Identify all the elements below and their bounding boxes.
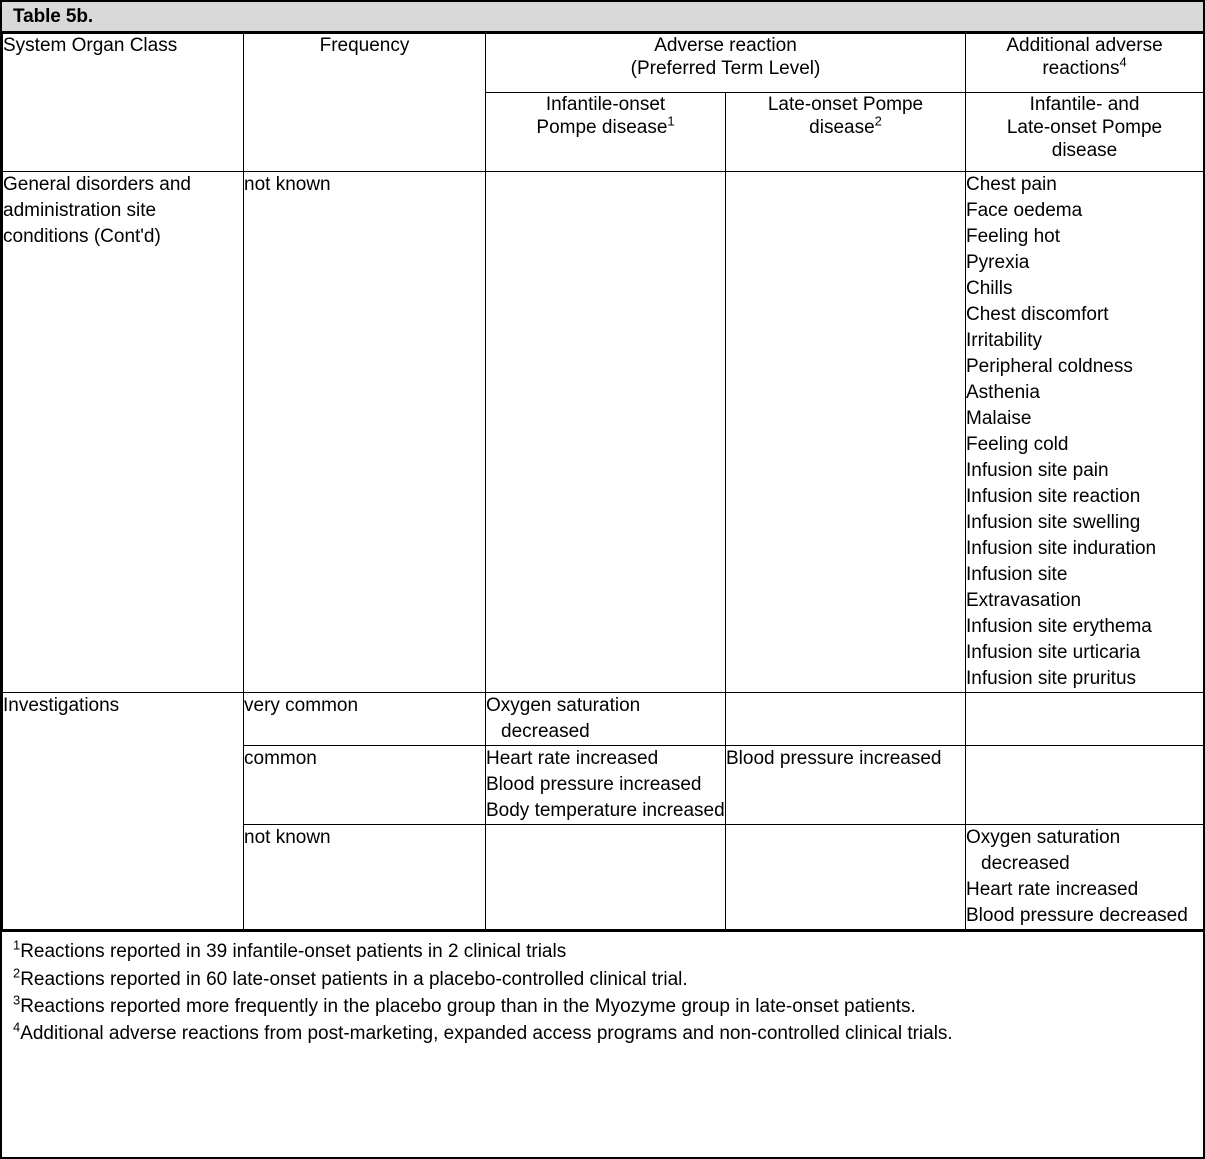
reaction-term: Heart rate increased [486, 748, 659, 770]
header-additional-line1: Additional adverse [1006, 35, 1163, 56]
reaction-term-list [486, 693, 725, 745]
footnote-text: Additional adverse reactions from post-marketing, expanded access programs and non-controlled clinical trials. [20, 1023, 953, 1045]
reaction-term-list [966, 172, 1203, 692]
table-title-bar [2, 2, 1203, 33]
header-both-onset-line3: disease [1051, 140, 1118, 162]
cell-late-onset [726, 825, 966, 930]
header-additional-adverse-reactions [966, 34, 1204, 93]
footnote-marker: 4 [13, 1019, 21, 1035]
cell-frequency: very common [244, 693, 486, 746]
reaction-term: Chest discomfort [966, 304, 1109, 326]
table-title-label: Table 5b. [13, 5, 94, 27]
footnote-marker: 1 [13, 938, 21, 954]
adverse-reactions-table [2, 33, 1204, 930]
reaction-term: Infusion site erythema [966, 616, 1152, 638]
footnote-marker: 3 [13, 992, 21, 1008]
header-late-onset [726, 93, 966, 172]
reaction-term: Peripheral coldness [966, 356, 1133, 378]
footnote-item [13, 966, 1193, 993]
cell-infantile-onset [486, 693, 726, 746]
reaction-term: Asthenia [966, 382, 1040, 404]
header-adverse-reaction-group [486, 34, 966, 93]
reaction-term: Infusion site swelling [966, 512, 1141, 534]
reaction-term: Chills [966, 278, 1013, 300]
header-adverse-reaction-line2: (Preferred Term Level) [630, 58, 821, 80]
reaction-term: Malaise [966, 408, 1032, 430]
footnote-item [13, 1020, 1193, 1047]
reaction-term: Irritability [966, 330, 1043, 352]
cell-system-organ-class: Investigations [3, 693, 244, 930]
cell-frequency: not known [244, 825, 486, 930]
cell-infantile-onset [486, 825, 726, 930]
cell-frequency: not known [244, 172, 486, 693]
cell-late-onset [726, 172, 966, 693]
header-infantile-onset [486, 93, 726, 172]
cell-late-onset [726, 746, 966, 825]
table-header [3, 34, 1204, 172]
footnote-item [13, 993, 1193, 1020]
table-footnotes [2, 930, 1203, 1053]
reaction-term: Infusion site induration [966, 538, 1157, 560]
footnote-text: Reactions reported in 60 late-onset patients in a placebo-controlled clinical trial. [20, 968, 688, 990]
footnote-text: Reactions reported in 39 infantile-onset patients in 2 clinical trials [20, 941, 567, 963]
cell-additional-reactions [966, 825, 1204, 930]
header-row-group [3, 34, 1204, 93]
reaction-term: Blood pressure increased [726, 748, 942, 770]
header-frequency: Frequency [244, 34, 486, 172]
reaction-term: Extravasation [966, 590, 1082, 612]
cell-frequency: common [244, 746, 486, 825]
reaction-term: Infusion site pruritus [966, 668, 1137, 690]
cell-additional-reactions [966, 172, 1204, 693]
footnote-marker-1: 1 [667, 113, 675, 129]
footnote-item [13, 938, 1193, 965]
footnote-text: Reactions reported more frequently in the placebo group than in the Myozyme group in late-onset patients. [20, 995, 916, 1017]
reaction-term: Pyrexia [966, 252, 1030, 274]
reaction-term-list [966, 825, 1203, 929]
reaction-term-list [486, 746, 725, 824]
reaction-term: Infusion site pain [966, 460, 1109, 482]
table-body [3, 172, 1204, 930]
reaction-term: Infusion site urticaria [966, 642, 1141, 664]
header-late-onset-line2: disease$^2$ [809, 113, 882, 139]
reaction-term: Oxygen saturation decreased [966, 827, 1121, 875]
reaction-term: Infusion site [966, 564, 1068, 586]
footnote-marker-2: 2 [874, 113, 882, 129]
header-infantile-line1: Infantile-onset [545, 94, 666, 115]
reaction-term: Chest pain [966, 174, 1057, 195]
cell-system-organ-class: General disorders and administration site conditions (Cont'd) [3, 172, 244, 693]
header-both-onset [966, 93, 1204, 172]
reaction-term: Infusion site reaction [966, 486, 1141, 508]
header-late-onset-line1: Late-onset Pompe [767, 94, 924, 115]
header-both-onset-line1: Infantile- and [1029, 94, 1140, 115]
cell-late-onset [726, 693, 966, 746]
header-system-organ-class: System Organ Class [3, 34, 244, 172]
reaction-term: Feeling hot [966, 226, 1061, 248]
header-infantile-line2: Pompe disease$^1$ [536, 113, 675, 139]
table-row [3, 693, 1204, 746]
reaction-term: Oxygen saturation decreased [486, 695, 641, 743]
reaction-term-list [726, 746, 965, 772]
cell-additional-reactions [966, 693, 1204, 746]
header-both-onset-line2: Late-onset Pompe [1006, 117, 1163, 139]
reaction-term: Heart rate increased [966, 879, 1139, 901]
reaction-term: Feeling cold [966, 434, 1069, 456]
footnote-marker-4: 4 [1119, 54, 1127, 70]
reaction-term: Body temperature increased [486, 800, 725, 822]
reaction-term: Face oedema [966, 200, 1083, 222]
cell-infantile-onset [486, 746, 726, 825]
cell-additional-reactions [966, 746, 1204, 825]
reaction-term: Blood pressure increased [486, 774, 702, 796]
reaction-term: Blood pressure decreased [966, 905, 1188, 927]
header-adverse-reaction-line1: Adverse reaction [654, 35, 797, 56]
table-row [3, 172, 1204, 693]
cell-infantile-onset [486, 172, 726, 693]
footnote-marker: 2 [13, 965, 21, 981]
header-additional-line2: reactions$^4$ [1042, 54, 1127, 80]
